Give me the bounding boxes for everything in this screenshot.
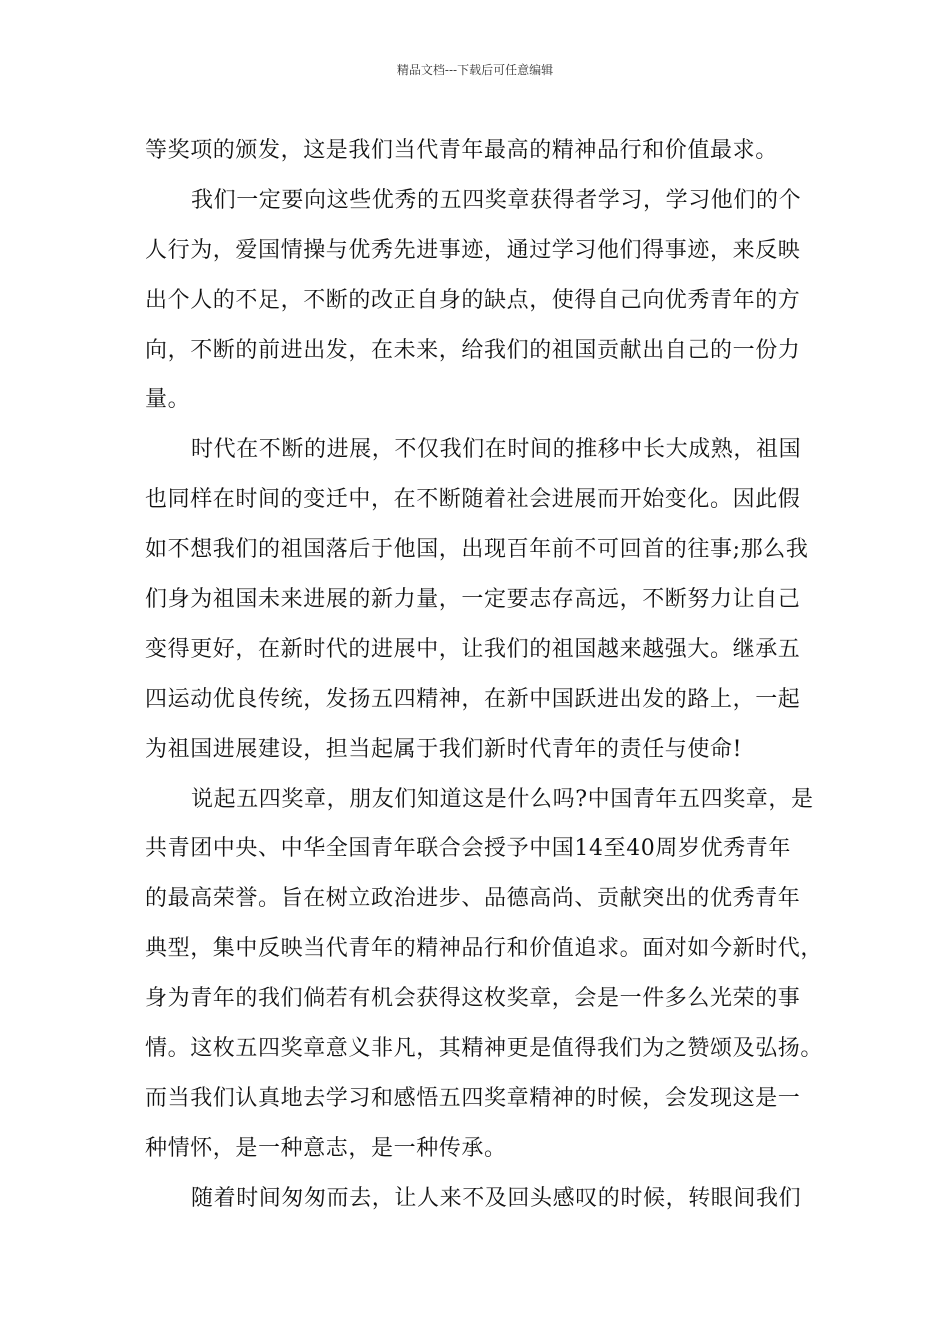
text-line: 变得更好，在新时代的进展中，让我们的祖国越来越强大。继承五 — [145, 636, 801, 662]
text-line: 身为青年的我们倘若有机会获得这枚奖章，会是一件多么光荣的事 — [145, 986, 801, 1012]
text-line: 情。这枚五四奖章意义非凡，其精神更是值得我们为之赞颂及弘扬。 — [145, 1036, 824, 1062]
paragraph-first-line: 时代在不断的进展，不仅我们在时间的推移中长大成熟，祖国 — [191, 437, 802, 463]
paragraph-first-line: 说起五四奖章，朋友们知道这是什么吗?中国青年五四奖章，是 — [191, 786, 814, 812]
paragraph-first-line: 随着时间匆匆而去，让人来不及回头感叹的时候，转眼间我们 — [191, 1185, 802, 1211]
text-line: 向，不断的前进出发，在未来，给我们的祖国贡献出自己的一份力 — [145, 337, 801, 363]
text-line: 共青团中央、中华全国青年联合会授予中国14至40周岁优秀青年 — [145, 836, 791, 862]
text-line: 们身为祖国未来进展的新力量，一定要志存高远，不断努力让自己 — [145, 587, 801, 613]
text-line: 出个人的不足，不断的改正自身的缺点，使得自己向优秀青年的方 — [145, 287, 801, 313]
text-line: 四运动优良传统，发扬五四精神，在新中国跃进出发的路上，一起 — [145, 686, 801, 712]
text-line: 也同样在时间的变迁中，在不断随着社会进展而开始变化。因此假 — [145, 487, 801, 513]
text-line: 如不想我们的祖国落后于他国，出现百年前不可回首的往事;那么我 — [145, 537, 809, 563]
text-line: 而当我们认真地去学习和感悟五四奖章精神的时候，会发现这是一 — [145, 1085, 801, 1111]
document-body — [145, 126, 824, 1224]
text-line: 为祖国进展建设，担当起属于我们新时代青年的责任与使命! — [145, 736, 743, 762]
text-line: 典型，集中反映当代青年的精神品行和价值追求。面对如今新时代， — [145, 936, 824, 962]
text-line: 的最高荣誉。旨在树立政治进步、品德高尚、贡献突出的优秀青年 — [145, 886, 801, 912]
text-line: 量。 — [145, 387, 191, 413]
text-line: 种情怀，是一种意志，是一种传承。 — [145, 1135, 507, 1161]
page-header: 精品文档---下载后可任意编辑 — [396, 63, 554, 77]
text-line: 人行为，爱国情操与优秀先进事迹，通过学习他们得事迹，来反映 — [145, 237, 801, 263]
paragraph-first-line: 我们一定要向这些优秀的五四奖章获得者学习，学习他们的个 — [191, 187, 802, 213]
text-line: 等奖项的颁发，这是我们当代青年最高的精神品行和价值最求。 — [145, 138, 778, 163]
